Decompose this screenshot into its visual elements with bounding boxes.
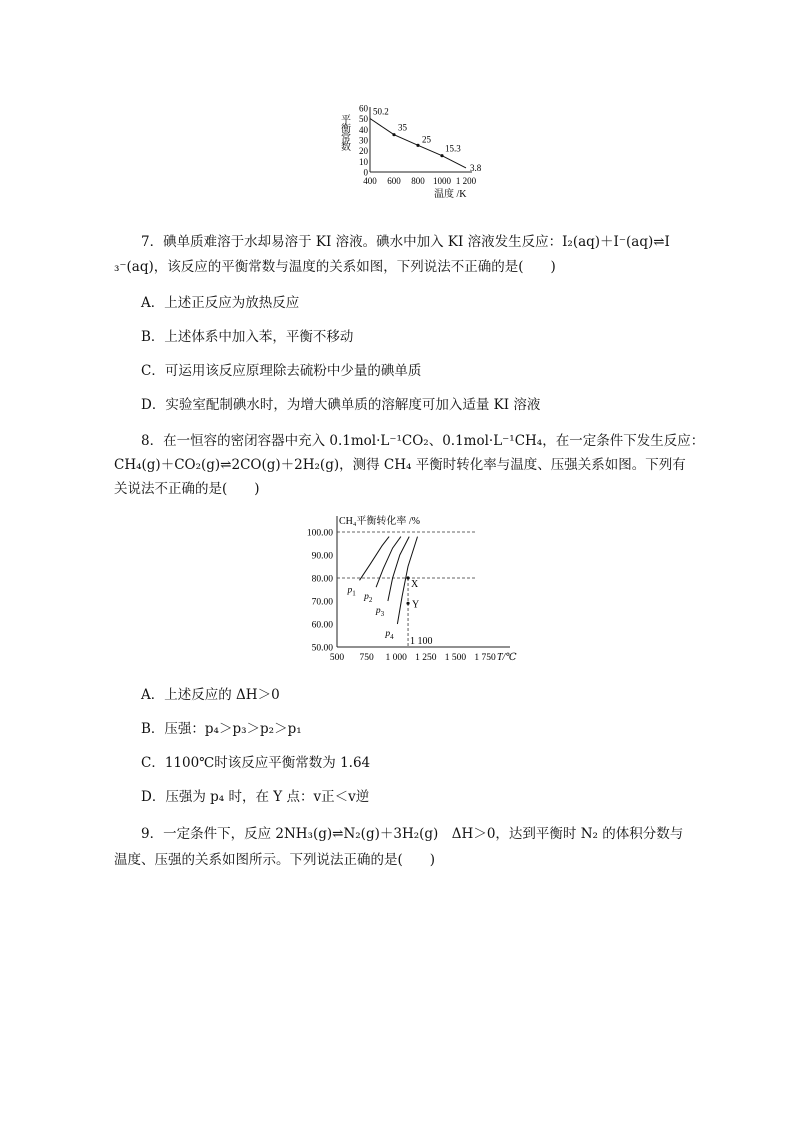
chart2-ytick: 70.00 (311, 597, 333, 608)
chart2-xtick: 1 250 (415, 653, 437, 663)
chart1-ytick: 40 (359, 124, 368, 135)
point-y (406, 602, 409, 605)
point-x (406, 576, 409, 579)
vline-label: 1 100 (410, 636, 433, 647)
chart1-xtick: 800 (411, 176, 425, 186)
chart1-point-label: 3.8 (470, 162, 482, 173)
q9-line1: 9．一定条件下，反应 2NH₃(g)⇌N₂(g)＋3H₂(g) ΔH＞0，达到平衡时 N₂ 的体积分数与 (141, 826, 684, 842)
q8-line2: CH₄(g)＋CO₂(g)⇌2CO(g)＋2H₂(g)，测得 CH₄ 平衡时转化率与温度、压强关系如图。下列有 (114, 457, 686, 473)
chart2-xtick: 1 750 (474, 653, 496, 663)
chart2-xtick: 750 (359, 653, 374, 663)
chart1-xtick: 400 (363, 176, 377, 186)
q8-line3: 关说法不正确的是( ) (114, 481, 260, 497)
curve-label-p3: $p_3$ (375, 606, 385, 618)
chart1-point-label: 15.3 (445, 143, 461, 154)
q8-option-b: B．压强：p₄＞p₃＞p₂＞p₁ (141, 721, 302, 737)
q8-line1: 8．在一恒容的密闭容器中充入 0.1mol·L⁻¹CO₂、0.1mol·L⁻¹CH₄，在一定条件下发生反应： (141, 433, 705, 449)
q7-line2: ₃⁻(aq)，该反应的平衡常数与温度的关系如图，下列说法不正确的是( ) (114, 259, 556, 275)
q8-option-c: C．1100℃时该反应平衡常数为 1.64 (141, 755, 371, 771)
point-x-label: X (411, 579, 419, 590)
chart1-ytick: 60 (359, 103, 368, 114)
curve-label-p4: $p_4$ (385, 629, 394, 641)
chart1-point-label: 50.2 (373, 106, 389, 117)
q8-option-a: A．上述反应的 ΔH＞0 (141, 687, 280, 703)
chart2-xtick: 500 (329, 653, 345, 663)
curve-label-p2: $p_2$ (364, 592, 373, 605)
chart2-ytick: 60.00 (311, 620, 333, 631)
q8-option-d: D．压强为 p₄ 时，在 Y 点：v正＜v逆 (141, 789, 370, 805)
chart1-ytick: 50 (359, 114, 368, 125)
chart1-point-label: 25 (422, 134, 431, 145)
chart2-ytick: 90.00 (311, 551, 333, 562)
chart1-point (416, 144, 419, 147)
curve-p3 (388, 537, 409, 601)
curve-p1 (360, 537, 390, 581)
chart1-ylabel: 平衡常数 (338, 114, 350, 150)
q9-line2: 温度、压强的关系如图所示。下列说法正确的是( ) (114, 852, 436, 868)
chart1-ytick: 0 (363, 167, 368, 178)
chart2-ytick: 80.00 (311, 574, 333, 585)
chart1-xtick: 600 (387, 176, 401, 186)
q7-line1: 7．碘单质难溶于水却易溶于 KI 溶液。碘水中加入 KI 溶液发生反应：I₂(aq)＋I⁻(aq)⇌I (141, 234, 670, 250)
chart1-ytick: 20 (359, 146, 368, 157)
ch4-conversion-chart (295, 508, 535, 666)
chart1-point (440, 154, 443, 157)
chart1-point-label: 35 (398, 122, 407, 133)
q7-option-c: C．可运用该反应原理除去硫粉中少量的碘单质 (141, 363, 422, 379)
equilibrium-constant-chart (330, 100, 490, 200)
chart1-xtick: 1000 (433, 176, 451, 186)
chart1-point (392, 133, 395, 136)
chart2-ylabel: CH₄平衡转化率 /% (339, 516, 420, 527)
point-y-label: Y (412, 599, 420, 611)
chart1-ytick: 30 (359, 135, 368, 146)
chart1-xtick: 1 200 (455, 176, 477, 186)
chart2-xtick: 1 500 (444, 653, 467, 663)
chart2-xlabel: T/℃ (497, 652, 517, 663)
chart1-xlabel: 温度 /K (434, 189, 467, 200)
chart2-ytick: 50.00 (311, 643, 333, 654)
q7-option-a: A．上述正反应为放热反应 (141, 295, 300, 311)
q7-option-d: D．实验室配制碘水时，为增大碘单质的溶解度可加入适量 KI 溶液 (141, 397, 541, 413)
chart1-ytick: 10 (359, 156, 368, 167)
chart2-ytick: 100.00 (306, 528, 333, 539)
q7-option-b: B．上述体系中加入苯，平衡不移动 (141, 329, 354, 345)
chart2-xtick: 1 000 (385, 653, 407, 663)
curve-label-p1: $p_1$ (347, 585, 356, 598)
